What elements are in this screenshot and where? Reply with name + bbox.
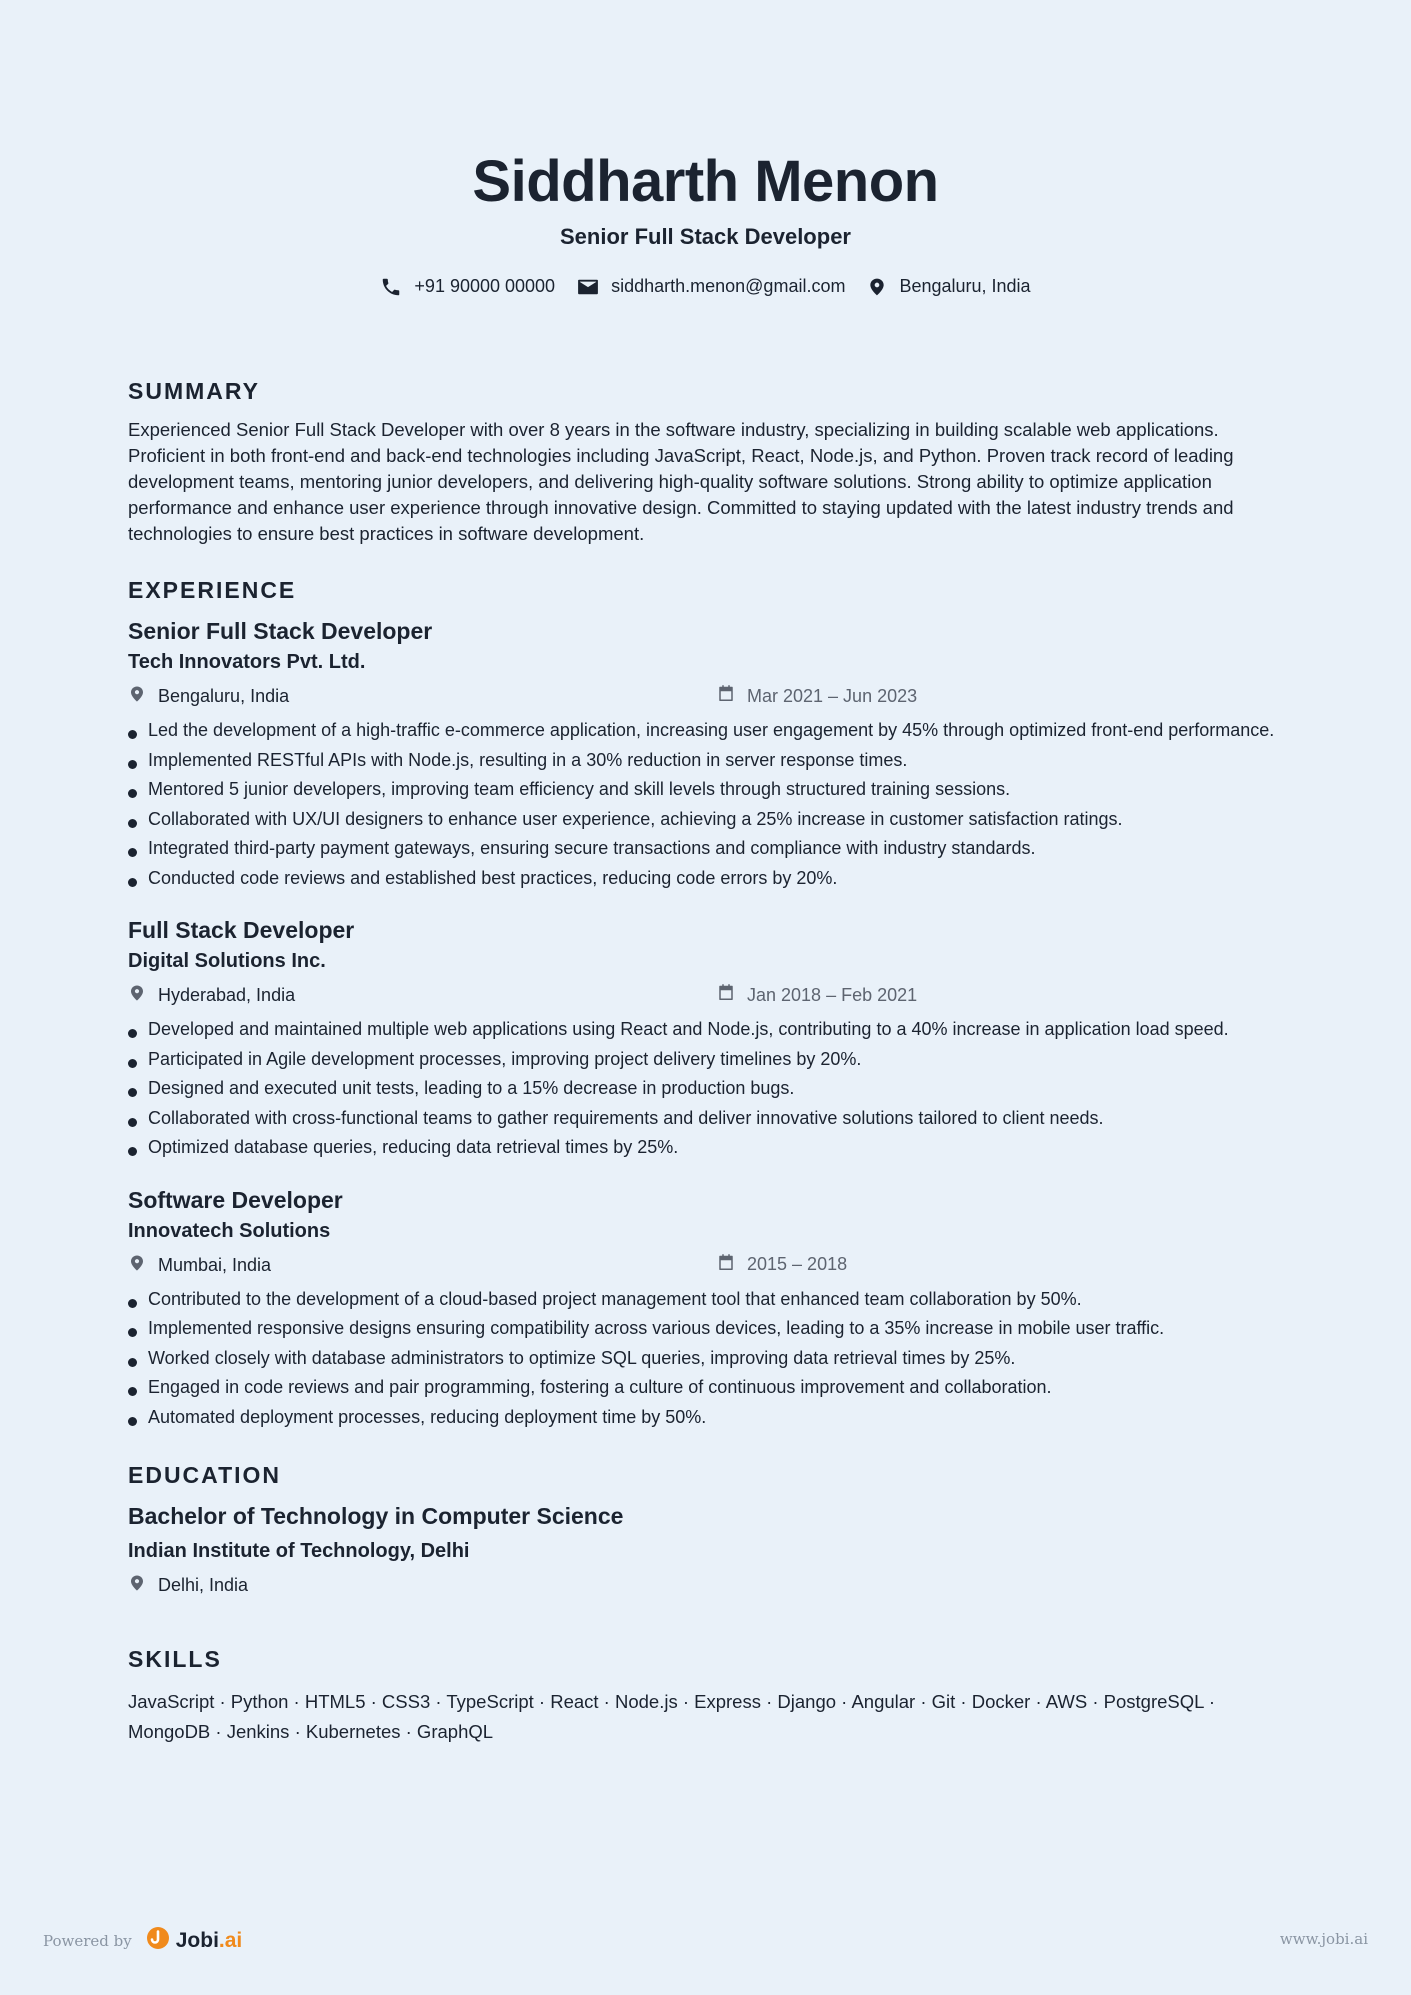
contact-location xyxy=(867,276,1030,298)
school-location xyxy=(128,1573,1288,1598)
job-bullet: Developed and maintained multiple web applications using React and Node.js, contributing to a 40% increase in application load speed. xyxy=(128,1015,1288,1045)
map-pin-icon xyxy=(128,1573,146,1598)
job-bullet: Collaborated with cross-functional teams to gather requirements and deliver innovative solutions tailored to client needs. xyxy=(128,1104,1288,1134)
job-dates-text: Mar 2021 – Jun 2023 xyxy=(747,685,918,706)
powered-by-label: Powered by xyxy=(43,1932,132,1950)
job-bullet: Implemented RESTful APIs with Node.js, resulting in a 30% reduction in server response times. xyxy=(128,746,1288,776)
job-title: Full Stack Developer xyxy=(128,917,355,943)
map-pin-icon xyxy=(128,1253,146,1278)
job-bullet: Collaborated with UX/UI designers to enhance user experience, achieving a 25% increase in customer satisfaction ratings. xyxy=(128,805,1288,835)
job-entry xyxy=(128,1185,1288,1433)
education-section xyxy=(128,1462,1288,1598)
phone-icon xyxy=(380,276,402,298)
job-dates xyxy=(717,983,917,1007)
job-bullet: Led the development of a high-traffic e-commerce application, increasing user engagement by 45% through optimized front-end performance. xyxy=(128,716,1288,746)
job-location-text: Bengaluru, India xyxy=(158,686,290,706)
brand-text xyxy=(176,1929,243,1953)
job-location-text: Hyderabad, India xyxy=(158,985,296,1005)
map-pin-icon xyxy=(128,684,146,709)
summary-heading: SUMMARY xyxy=(128,378,260,404)
job-entry xyxy=(128,616,1288,893)
summary-text: Experienced Senior Full Stack Developer with over 8 years in the software industry, specializing in building scalable web applications. Proficient in both front-end and back-end technologies including JavaScript, React, Node.js, and Python. Proven track record of leading development teams, mentoring junior developers, and delivering high-quality software solutions. Strong ability to optimize application performance and enhance user experience through innovative design. Committed to staying updated with the latest industry trends and technologies to ensure best practices in software development. xyxy=(128,419,1234,544)
job-bullet: Engaged in code reviews and pair programming, fostering a culture of continuous improvement and collaboration. xyxy=(128,1373,1288,1403)
brand-suffix: .ai xyxy=(218,1929,243,1952)
company-name: Innovatech Solutions xyxy=(128,1219,331,1242)
job-location xyxy=(128,1253,271,1278)
candidate-title: Senior Full Stack Developer xyxy=(560,223,851,249)
map-pin-icon xyxy=(128,983,146,1008)
experience-section xyxy=(128,577,1288,1432)
job-bullet: Mentored 5 junior developers, improving team efficiency and skill levels through structured training sessions. xyxy=(128,775,1288,805)
contact-email[interactable] xyxy=(577,276,845,297)
job-bullet: Integrated third-party payment gateways, ensuring secure transactions and compliance with industry standards. xyxy=(128,834,1288,864)
brand-main: Jobi xyxy=(175,1929,219,1952)
experience-heading: EXPERIENCE xyxy=(128,577,297,603)
education-heading: EDUCATION xyxy=(128,1462,282,1488)
job-bullet: Contributed to the development of a cloud-based project management tool that enhanced team collaboration by 50%. xyxy=(128,1285,1288,1315)
skills-section xyxy=(128,1646,1288,1747)
jobi-brand[interactable] xyxy=(146,1926,243,1956)
website-link[interactable]: www.jobi.ai xyxy=(1279,1930,1368,1948)
company-name: Tech Innovators Pvt. Ltd. xyxy=(128,651,366,673)
job-title: Software Developer xyxy=(128,1186,343,1213)
job-meta xyxy=(128,1253,1288,1281)
job-location-text: Mumbai, India xyxy=(158,1254,272,1275)
job-dates xyxy=(717,684,917,708)
degree-title: Bachelor of Technology in Computer Science xyxy=(128,1503,624,1529)
job-bullets xyxy=(128,1015,1288,1163)
envelope-icon xyxy=(577,278,599,296)
calendar-icon xyxy=(717,983,735,1007)
candidate-name: Siddharth Menon xyxy=(472,149,939,214)
job-meta xyxy=(128,684,1288,712)
job-meta xyxy=(128,983,1288,1011)
jobi-logo-icon xyxy=(146,1926,170,1956)
skills-heading: SKILLS xyxy=(128,1646,222,1672)
job-dates xyxy=(717,1253,847,1277)
contact-row xyxy=(0,276,1411,298)
job-dates-text: 2015 – 2018 xyxy=(747,1254,848,1274)
calendar-icon xyxy=(717,684,735,708)
job-location xyxy=(128,983,295,1008)
powered-by[interactable] xyxy=(43,1926,242,1956)
contact-phone[interactable] xyxy=(380,276,555,298)
job-location xyxy=(128,684,289,709)
summary-section xyxy=(128,378,1288,547)
job-entry xyxy=(128,915,1288,1163)
job-bullets xyxy=(128,1285,1288,1433)
phone-text: +91 90000 00000 xyxy=(414,276,556,297)
job-bullet: Worked closely with database administrators to optimize SQL queries, improving data retrieval times by 25%. xyxy=(128,1344,1288,1374)
map-pin-icon xyxy=(867,276,887,298)
school-location-text: Delhi, India xyxy=(158,1575,249,1595)
job-title: Senior Full Stack Developer xyxy=(128,618,433,644)
location-text: Bengaluru, India xyxy=(899,276,1031,297)
skills-list: JavaScript · Python · HTML5 · CSS3 · TypeScript · React · Node.js · Express · Django · Angular · Git · Docker · AWS · PostgreSQL · MongoDB · Jenkins · Kubernetes · GraphQL xyxy=(128,1691,1216,1742)
email-text: siddharth.menon@gmail.com xyxy=(611,276,846,297)
job-bullet: Optimized database queries, reducing data retrieval times by 25%. xyxy=(128,1133,1288,1163)
job-bullet: Participated in Agile development processes, improving project delivery timelines by 20%. xyxy=(128,1045,1288,1075)
company-name: Digital Solutions Inc. xyxy=(128,950,326,972)
school-name: Indian Institute of Technology, Delhi xyxy=(128,1540,470,1562)
job-bullet: Implemented responsive designs ensuring compatibility across various devices, leading to a 35% increase in mobile user traffic. xyxy=(128,1314,1288,1344)
job-bullet: Designed and executed unit tests, leading to a 15% decrease in production bugs. xyxy=(128,1074,1288,1104)
resume-body xyxy=(128,378,1288,1747)
calendar-icon xyxy=(717,1253,735,1277)
job-bullet: Automated deployment processes, reducing deployment time by 50%. xyxy=(128,1403,1288,1433)
job-dates-text: Jan 2018 – Feb 2021 xyxy=(747,984,918,1005)
job-bullet: Conducted code reviews and established best practices, reducing code errors by 20%. xyxy=(128,864,1288,894)
job-bullets xyxy=(128,716,1288,893)
resume-header xyxy=(0,150,1411,298)
